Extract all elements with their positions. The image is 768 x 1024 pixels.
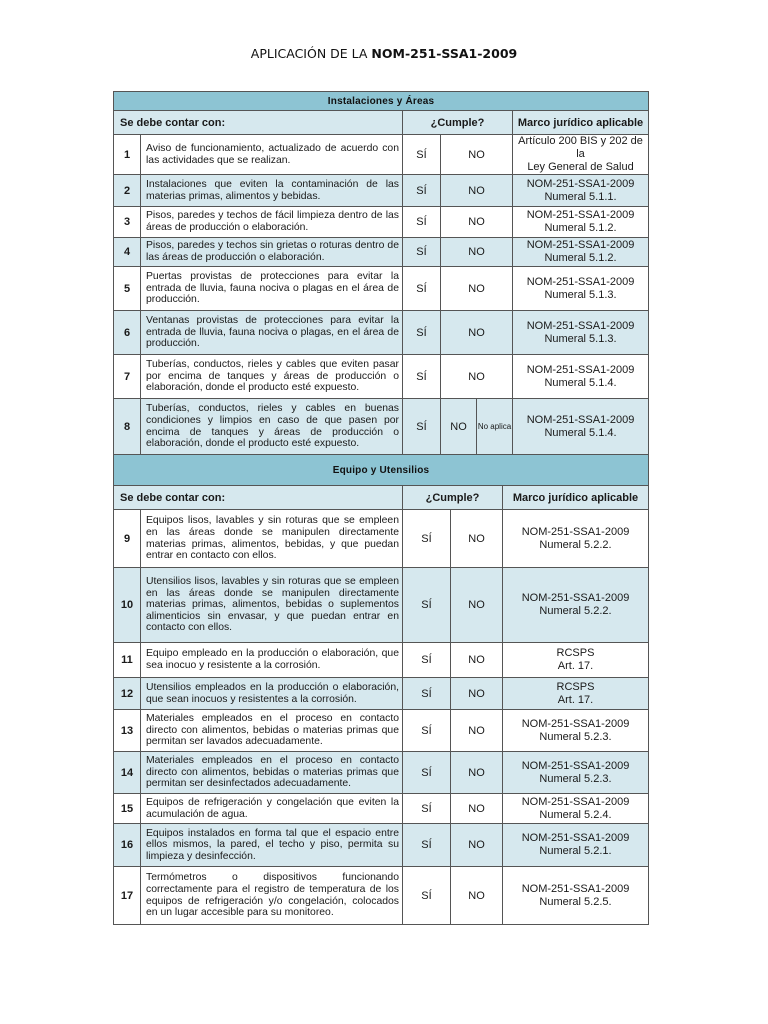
table-row xyxy=(114,175,649,207)
requirement-text: Materiales empleados en el proceso en contacto directo con alimentos, bebidas o materias primas que permitan ser lavados adecuadamente. xyxy=(141,710,403,752)
legal-reference xyxy=(513,267,649,311)
row-number: 3 xyxy=(114,207,141,238)
row-number: 4 xyxy=(114,238,141,267)
no-option[interactable]: NO xyxy=(441,207,513,238)
table-row xyxy=(114,867,649,925)
yes-option[interactable]: SÍ xyxy=(403,752,451,794)
no-option[interactable]: NO xyxy=(451,643,503,678)
yes-option[interactable]: SÍ xyxy=(403,267,441,311)
no-option[interactable]: NO xyxy=(441,355,513,399)
table-row xyxy=(114,135,649,175)
table-row xyxy=(114,643,649,678)
requirement-text: Pisos, paredes y techos de fácil limpieza dentro de las áreas de producción o elaboración. xyxy=(141,207,403,238)
legal-reference-line-2: Ley General de Salud xyxy=(527,161,634,173)
legal-reference-line-1: NOM-251-SSA1-2009 xyxy=(526,275,635,288)
legal-reference-line-2: Numeral 5.2.1. xyxy=(539,845,612,857)
installations-checklist-table xyxy=(113,91,649,455)
row-number: 17 xyxy=(114,867,141,925)
legal-reference-line-2: Numeral 5.2.3. xyxy=(539,772,612,785)
requirement-text: Instalaciones que eviten la contaminación de las materias primas, alimentos y bebidas. xyxy=(141,175,403,207)
requirement-text: Equipos de refrigeración y congelación que eviten la acumulación de agua. xyxy=(141,794,403,824)
legal-reference-line-1: NOM-251-SSA1-2009 xyxy=(521,882,630,895)
yes-option[interactable]: SÍ xyxy=(403,355,441,399)
section-title: Instalaciones y Áreas xyxy=(114,92,649,111)
requirement-text: Termómetros o dispositivos funcionando correctamente para el registro de temperatura de los equipos de refrigeración y/o congelación, colocados en un lugar accesible para su monitoreo. xyxy=(141,867,403,925)
requirement-text: Pisos, paredes y techos sin grietas o roturas dentro de las áreas de producción o elaboración. xyxy=(141,238,403,267)
legal-reference-line-2: Numeral 5.2.2. xyxy=(539,605,612,617)
compliance-column-header: ¿Cumple? xyxy=(403,111,513,135)
equipment-checklist-table xyxy=(113,454,649,925)
requirement-text: Tuberías, conductos, rieles y cables que eviten pasar por encima de tanques y áreas de producción o elaboración, donde el producto esté expuesto. xyxy=(141,355,403,399)
legal-reference-line-1: NOM-251-SSA1-2009 xyxy=(521,592,630,604)
row-number: 14 xyxy=(114,752,141,794)
row-number: 6 xyxy=(114,311,141,355)
row-number: 1 xyxy=(114,135,141,175)
legal-reference-line-2: Numeral 5.2.2. xyxy=(539,538,612,551)
legal-reference xyxy=(513,135,649,175)
legal-reference-line-1: NOM-251-SSA1-2009 xyxy=(521,795,630,808)
legal-reference-line-2: Numeral 5.1.2. xyxy=(544,252,617,264)
row-number: 10 xyxy=(114,568,141,643)
yes-option[interactable]: SÍ xyxy=(403,135,441,175)
no-option[interactable]: NO xyxy=(441,135,513,175)
no-option[interactable]: NO xyxy=(451,752,503,794)
legal-reference-line-1: NOM-251-SSA1-2009 xyxy=(526,363,635,376)
no-option[interactable]: NO xyxy=(441,175,513,207)
not-applicable-option[interactable]: No aplica xyxy=(477,399,513,455)
yes-option[interactable]: SÍ xyxy=(403,175,441,207)
no-option[interactable]: NO xyxy=(441,267,513,311)
row-number: 5 xyxy=(114,267,141,311)
table-row xyxy=(114,568,649,643)
legal-reference-line-1: RCSPS xyxy=(556,647,595,659)
table-row xyxy=(114,710,649,752)
yes-option[interactable]: SÍ xyxy=(403,710,451,752)
row-number: 15 xyxy=(114,794,141,824)
document-title xyxy=(0,46,768,61)
row-number: 8 xyxy=(114,399,141,455)
requirement-text: Puertas provistas de protecciones para evitar la entrada de lluvia, fauna nociva o plagas en el área de producción. xyxy=(141,267,403,311)
no-option[interactable]: NO xyxy=(451,867,503,925)
yes-option[interactable]: SÍ xyxy=(403,678,451,710)
column-header-row xyxy=(114,111,649,135)
legal-reference-line-1: NOM-251-SSA1-2009 xyxy=(526,209,635,221)
yes-option[interactable]: SÍ xyxy=(403,867,451,925)
table-row xyxy=(114,510,649,568)
document-title-standard: NOM-251-SSA1-2009 xyxy=(371,46,518,61)
legal-reference-line-2: Numeral 5.1.3. xyxy=(544,288,617,301)
row-number: 7 xyxy=(114,355,141,399)
legal-reference xyxy=(513,207,649,238)
legal-reference xyxy=(503,568,649,643)
legal-reference-line-1: Artículo 200 BIS y 202 de la xyxy=(518,135,643,160)
no-option[interactable]: NO xyxy=(451,510,503,568)
requirement-text: Ventanas provistas de protecciones para evitar la entrada de lluvia, fauna nociva o plagas, en el área de producción. xyxy=(141,311,403,355)
legal-reference-line-1: NOM-251-SSA1-2009 xyxy=(521,759,630,772)
table-row xyxy=(114,794,649,824)
legal-reference-line-2: Numeral 5.1.1. xyxy=(544,190,617,203)
yes-option[interactable]: SÍ xyxy=(403,568,451,643)
requirement-column-header: Se debe contar con: xyxy=(114,486,403,510)
legal-reference-line-2: Art. 17. xyxy=(557,660,594,672)
requirement-text: Equipos instalados en forma tal que el espacio entre ellos mismos, la pared, el techo y piso, permita su limpieza y desinfección. xyxy=(141,824,403,867)
legal-reference xyxy=(513,311,649,355)
legal-framework-column-header: Marco jurídico aplicable xyxy=(503,486,649,510)
requirement-text: Equipos lisos, lavables y sin roturas que se empleen en las áreas donde se manipulen directamente materias primas, alimentos, bebidas, y que puedan entrar en contacto con ellos. xyxy=(141,510,403,568)
requirement-column-header: Se debe contar con: xyxy=(114,111,403,135)
legal-reference-line-1: NOM-251-SSA1-2009 xyxy=(521,717,630,730)
legal-reference xyxy=(513,355,649,399)
legal-reference-line-1: RCSPS xyxy=(556,680,595,693)
no-option[interactable]: NO xyxy=(451,794,503,824)
yes-option[interactable]: SÍ xyxy=(403,399,441,455)
requirement-text: Utensilios empleados en la producción o elaboración, que sean inocuos y resistentes a la corrosión. xyxy=(141,678,403,710)
section-header-row xyxy=(114,455,649,486)
legal-reference-line-1: NOM-251-SSA1-2009 xyxy=(521,832,630,844)
legal-reference-line-1: NOM-251-SSA1-2009 xyxy=(521,525,630,538)
requirement-text: Materiales empleados en el proceso en contacto directo con alimentos, bebidas o materias primas que permitan ser desinfectados adecuadamente. xyxy=(141,752,403,794)
legal-reference xyxy=(503,752,649,794)
section-title: Equipo y Utensilios xyxy=(114,455,649,486)
no-option[interactable]: NO xyxy=(451,710,503,752)
legal-reference xyxy=(513,399,649,455)
legal-reference xyxy=(503,678,649,710)
legal-reference-line-1: NOM-251-SSA1-2009 xyxy=(526,319,635,332)
legal-reference-line-2: Numeral 5.2.4. xyxy=(539,808,612,821)
legal-reference-line-2: Numeral 5.2.5. xyxy=(539,895,612,908)
yes-option[interactable]: SÍ xyxy=(403,311,441,355)
row-number: 12 xyxy=(114,678,141,710)
requirement-text: Utensilios lisos, lavables y sin roturas que se empleen en las áreas donde se manipulen directamente materias primas, alimentos, bebidas o suplementos alimenticios sin envasar, y que puedan entrar en contacto con ellos. xyxy=(141,568,403,643)
no-option[interactable]: NO xyxy=(451,568,503,643)
row-number: 11 xyxy=(114,643,141,678)
requirement-text: Equipo empleado en la producción o elaboración, que sea inocuo y resistente a la corrosión. xyxy=(141,643,403,678)
requirement-text: Tuberías, conductos, rieles y cables en buenas condiciones y limpios en caso de que pasen por encima de tanques y áreas de producción o elaboración, donde el producto esté expuesto. xyxy=(141,399,403,455)
legal-reference-line-1: NOM-251-SSA1-2009 xyxy=(526,413,635,426)
no-option[interactable]: NO xyxy=(451,678,503,710)
legal-reference xyxy=(503,510,649,568)
row-number: 9 xyxy=(114,510,141,568)
column-header-row xyxy=(114,486,649,510)
legal-framework-column-header: Marco jurídico aplicable xyxy=(513,111,649,135)
no-option[interactable]: NO xyxy=(441,311,513,355)
no-option[interactable]: NO xyxy=(441,238,513,267)
yes-option[interactable]: SÍ xyxy=(403,643,451,678)
yes-option[interactable]: SÍ xyxy=(403,207,441,238)
legal-reference xyxy=(503,710,649,752)
yes-option[interactable]: SÍ xyxy=(403,238,441,267)
legal-reference-line-2: Numeral 5.2.3. xyxy=(539,730,612,743)
no-option[interactable]: NO xyxy=(451,824,503,867)
legal-reference xyxy=(503,867,649,925)
yes-option[interactable]: SÍ xyxy=(403,824,451,867)
legal-reference-line-2: Numeral 5.1.4. xyxy=(544,376,617,389)
table-row xyxy=(114,238,649,267)
table-row xyxy=(114,207,649,238)
legal-reference-line-2: Art. 17. xyxy=(557,693,594,706)
section-header-row xyxy=(114,92,649,111)
legal-reference-line-2: Numeral 5.1.3. xyxy=(544,332,617,345)
legal-reference xyxy=(513,238,649,267)
yes-option[interactable]: SÍ xyxy=(403,510,451,568)
no-option[interactable]: NO xyxy=(441,399,477,455)
table-row xyxy=(114,824,649,867)
table-row xyxy=(114,267,649,311)
legal-reference xyxy=(503,643,649,678)
legal-reference-line-2: Numeral 5.1.2. xyxy=(544,222,617,234)
table-row xyxy=(114,678,649,710)
row-number: 2 xyxy=(114,175,141,207)
legal-reference-line-1: NOM-251-SSA1-2009 xyxy=(526,177,635,190)
row-number: 16 xyxy=(114,824,141,867)
table-row xyxy=(114,311,649,355)
table-row xyxy=(114,399,649,455)
requirement-text: Aviso de funcionamiento, actualizado de acuerdo con las actividades que se realizan. xyxy=(141,135,403,175)
document-title-prefix: APLICACIÓN DE LA xyxy=(250,46,372,61)
legal-reference xyxy=(513,175,649,207)
legal-reference xyxy=(503,824,649,867)
legal-reference xyxy=(503,794,649,824)
compliance-column-header: ¿Cumple? xyxy=(403,486,503,510)
legal-reference-line-1: NOM-251-SSA1-2009 xyxy=(526,239,635,251)
yes-option[interactable]: SÍ xyxy=(403,794,451,824)
row-number: 13 xyxy=(114,710,141,752)
table-row xyxy=(114,752,649,794)
legal-reference-line-2: Numeral 5.1.4. xyxy=(544,426,617,439)
table-row xyxy=(114,355,649,399)
